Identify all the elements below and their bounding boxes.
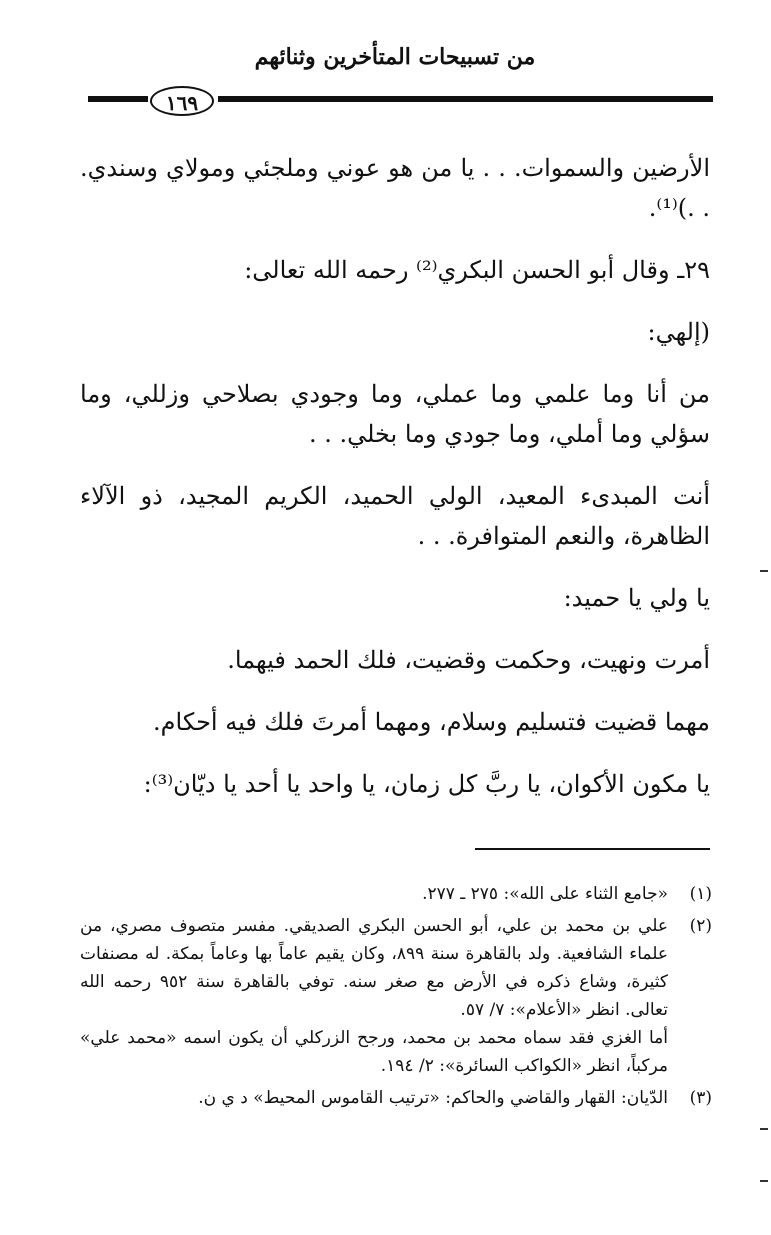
rule-left-segment [88,96,148,102]
paragraph: يا ولي يا حميد: [563,584,710,612]
paragraph: أنت المبدىء المعيد، الولي الحميد، الكريم المجيد، ذو الآلاء الظاهرة، والنعم المتوافرة. . . [80,482,710,550]
paragraph: الأرضين والسموات. . . يا من هو عوني وملجئي ومولاي وسندي. . .)⁽¹⁾. [80,154,710,222]
footnote-line: «جامع الثناء على الله»: ٢٧٥ ـ ٢٧٧. [422,884,668,904]
page-number: ١٦٩ [150,86,214,116]
footnote-text [80,880,668,908]
page-edge-mark [760,1180,768,1182]
footnotes [80,880,712,1116]
footnote-line: أما الغزي فقد سماه محمد بن محمد، ورجح الزركلي أن يكون اسمه «محمد علي» مركباً، انظر «الكواكب السائرة»: ٢/ ١٩٤. [80,1028,668,1076]
footnote-line: الدّيان: القهار والقاضي والحاكم: «ترتيب القاموس المحيط» د ي ن. [198,1088,668,1108]
paragraph: أمرت ونهيت، وحكمت وقضيت، فلك الحمد فيهما. [227,646,710,674]
paragraph: يا مكون الأكوان، يا ربَّ كل زمان، يا واحد يا أحد يا ديّان⁽³⁾: [143,770,710,798]
header-rule [88,86,713,118]
page-edge-mark [760,1128,768,1130]
running-title: من تسبيحات المتأخرين وثنائهم [254,44,536,70]
footnote-number: (٢) [689,916,712,936]
paragraph: (إلهي: [647,318,710,346]
paragraph: من أنا وما علمي وما عملي، وما وجودي بصلاحي وزللي، وما سؤلي وما أملي، وما جودي وما بخلي. . . [80,380,710,448]
footnote-text [80,1084,668,1112]
footnote-2 [80,912,712,1080]
footnote-separator [475,848,710,850]
paragraph: ٢٩ـ وقال أبو الحسن البكري⁽²⁾ رحمه الله تعالى: [244,256,710,284]
paragraph: مهما قضيت فتسليم وسلام، ومهما أمرتَ فلك فيه أحكام. [153,708,710,736]
footnote-number: (٣) [689,1088,712,1108]
footnote-line: علي بن محمد بن علي، أبو الحسن البكري الصديقي. مفسر متصوف مصري، من علماء الشافعية. ولد بالقاهرة سنة ٨٩٩، وكان يقيم عاماً بها وعاماً بمكة. له مصنفات كثيرة، وشاع ذكره في الأرض مع صغر سنه. توفي بالقاهرة سنة ٩٥٢ رحمه الله تعالى. انظر «الأعلام»: ٧/ ٥٧. [80,916,668,1020]
footnote-number: (١) [689,884,712,904]
footnote-1 [80,880,712,908]
page-edge-mark [760,570,768,572]
footnote-3 [80,1084,712,1112]
footnote-text [80,912,668,1080]
rule-right-segment [218,96,713,102]
main-text [80,148,710,826]
